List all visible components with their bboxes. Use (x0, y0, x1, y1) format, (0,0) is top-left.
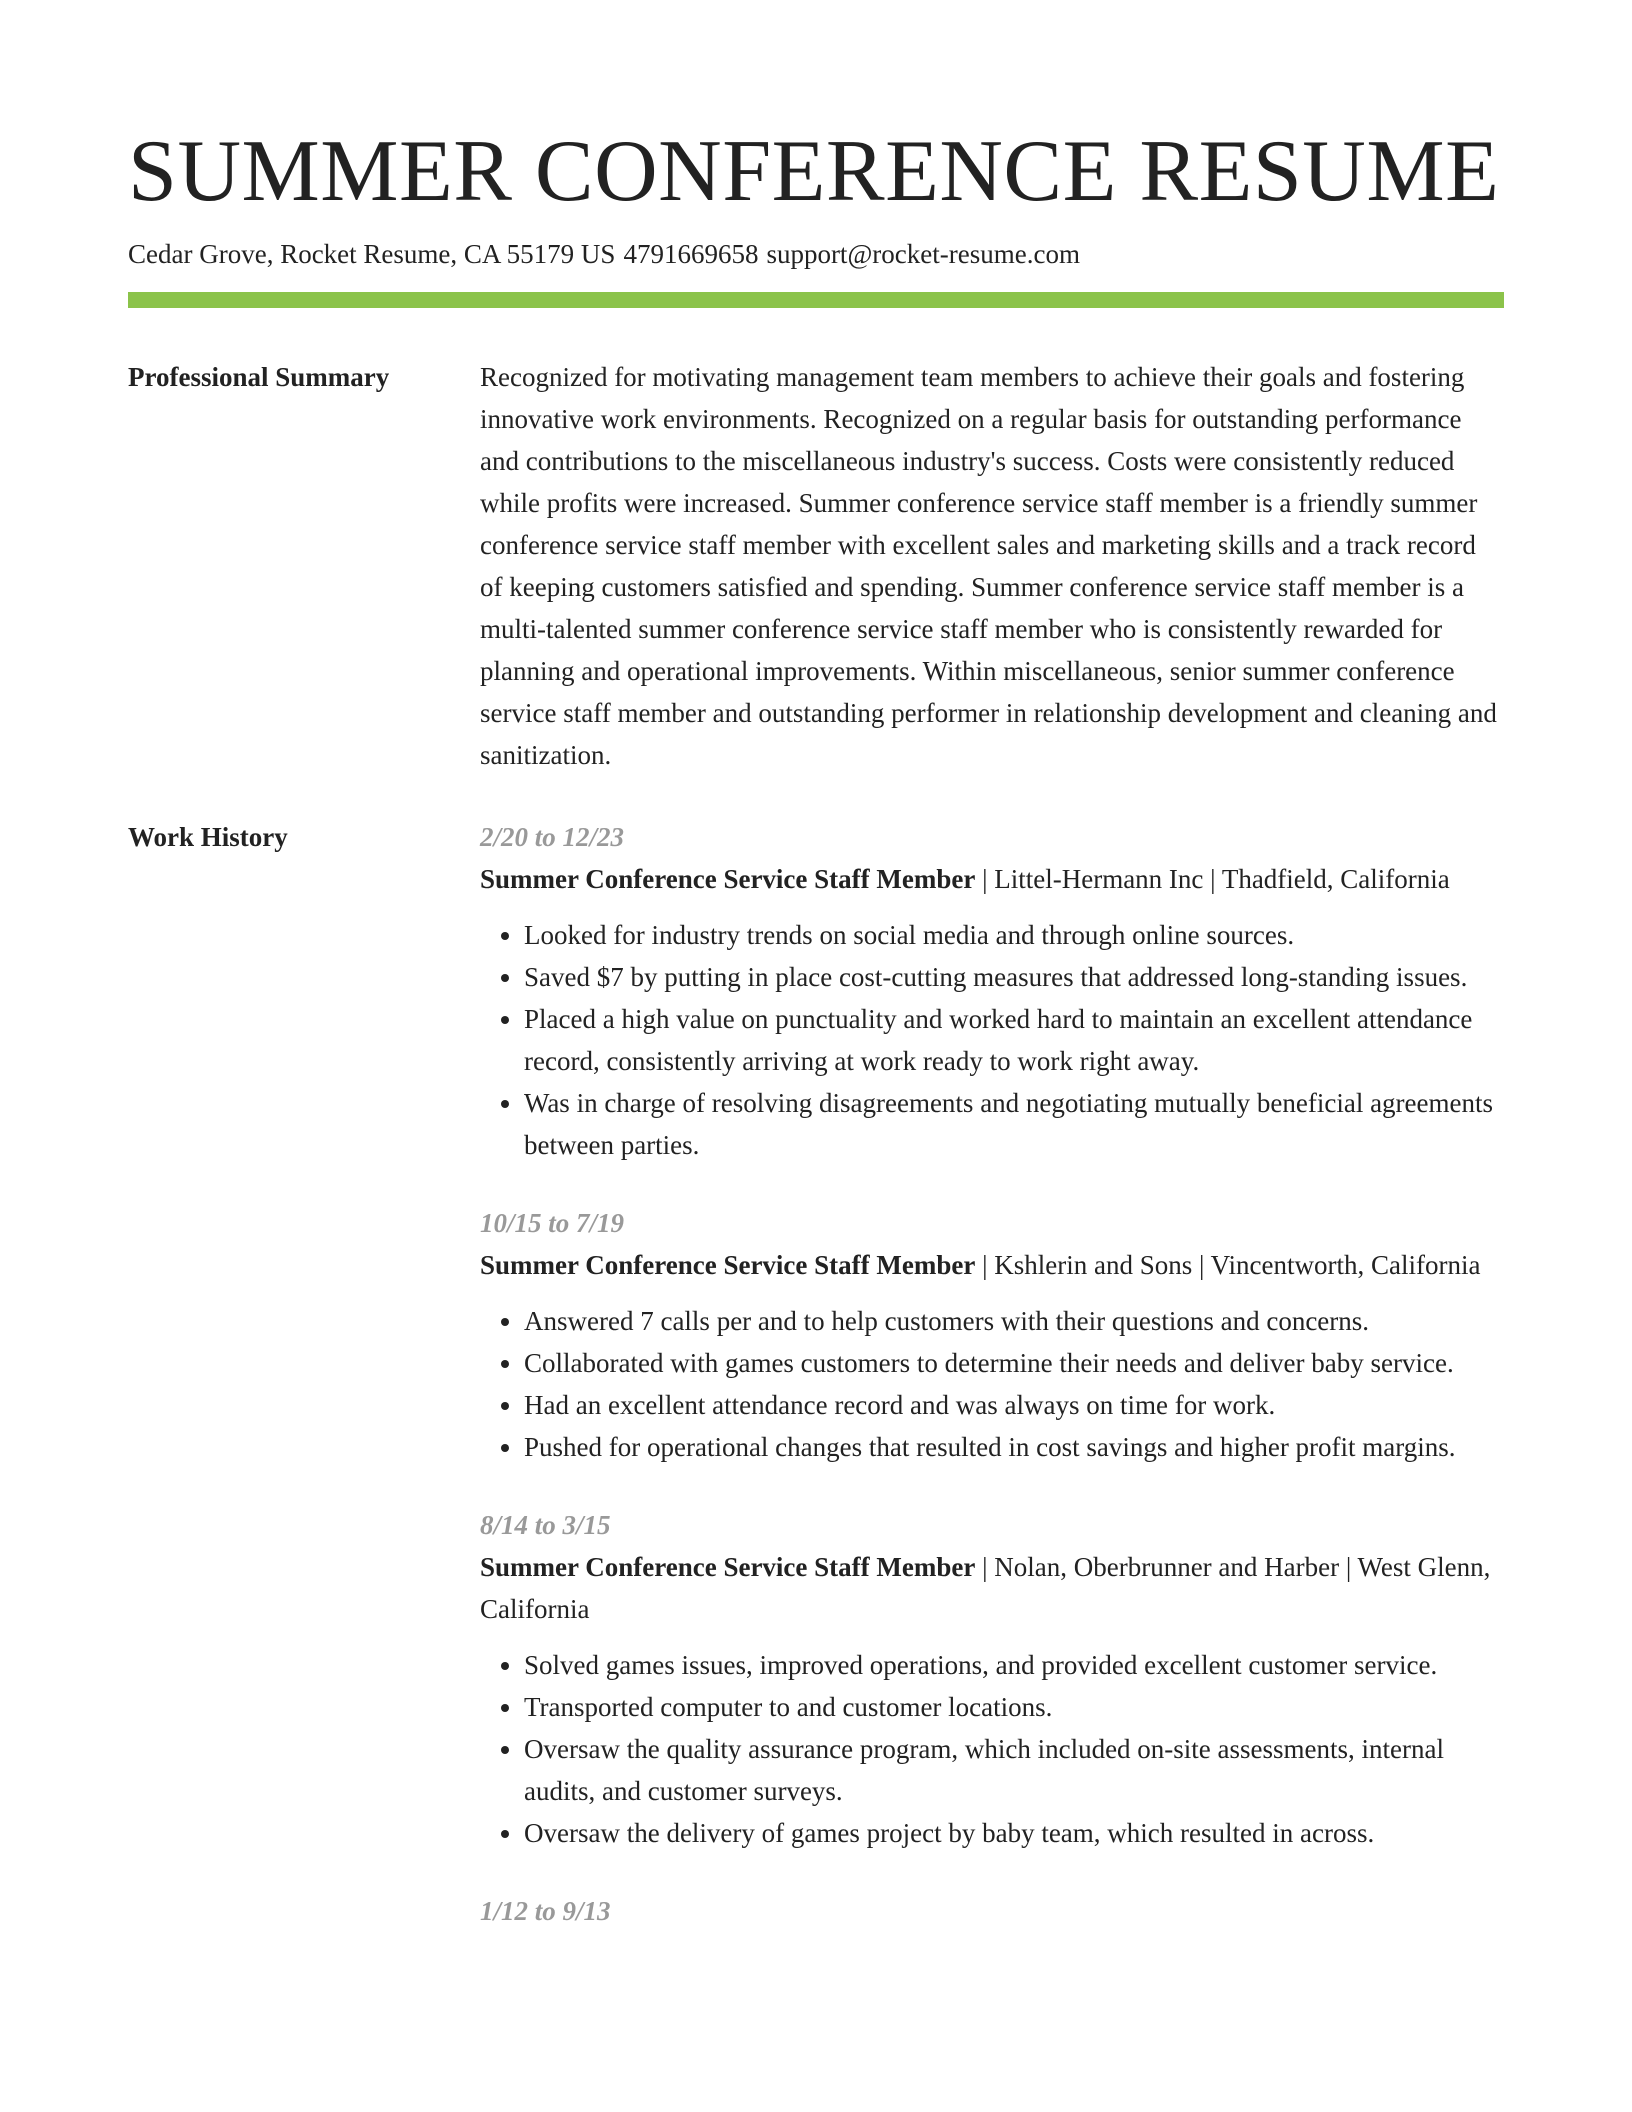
job-list (480, 816, 1504, 1932)
resume-title: SUMMER CONFERENCE RESUME (128, 123, 1500, 220)
job-bullet: • Oversaw the quality assurance program, which included on-site assessments, internal audits, and customer surveys. (524, 1728, 1504, 1812)
job-bullet: • Saved $7 by putting in place cost-cutting measures that addressed long-standing issues. (524, 956, 1504, 998)
job-bullet: • Had an excellent attendance record and was always on time for work. (524, 1384, 1504, 1426)
job-bullets (480, 1300, 1504, 1468)
job-dates: 2/20 to 12/23 (480, 822, 625, 852)
job-bullet: • Looked for industry trends on social media and through online sources. (524, 914, 1504, 956)
job-bullets (480, 1644, 1504, 1854)
job-dates: 8/14 to 3/15 (480, 1510, 611, 1540)
accent-divider (128, 292, 1504, 308)
job-heading (480, 1546, 1504, 1630)
contact-email: support@rocket-resume.com (766, 239, 1080, 269)
job-entry (480, 816, 1504, 1166)
job-entry (480, 1202, 1504, 1468)
job-entry (480, 1890, 1504, 1932)
summary-text: Recognized for motivating management team members to achieve their goals and fostering innovative work environments. Recognized on a regular basis for outstanding performance and contributions to the miscellaneous industry's success. Costs were consistently reduced while profits were increased. Summer conference service staff member is a friendly summer conference service staff member with excellent sales and marketing skills and a track record of keeping customers satisfied and spending. Summer conference service staff member is a multi-talented summer conference service staff member who is consistently rewarded for planning and operational improvements. Within miscellaneous, senior summer conference service staff member and outstanding performer in relationship development and cleaning and sanitization. (480, 362, 1497, 770)
job-bullet: • Collaborated with games customers to determine their needs and deliver baby service. (524, 1342, 1504, 1384)
job-bullet: • Answered 7 calls per and to help customers with their questions and concerns. (524, 1300, 1504, 1342)
contact-address: Cedar Grove, Rocket Resume, CA 55179 US (128, 239, 616, 269)
job-bullet: • Solved games issues, improved operations, and provided excellent customer service. (524, 1644, 1504, 1686)
contact-phone: 4791669658 (623, 239, 759, 269)
contact-line (128, 236, 1504, 272)
job-bullet: • Pushed for operational changes that resulted in cost savings and higher profit margins. (524, 1426, 1504, 1468)
job-details: | Kshlerin and Sons | Vincentworth, California (975, 1250, 1481, 1280)
job-title: Summer Conference Service Staff Member (480, 1250, 976, 1280)
job-dates: 10/15 to 7/19 (480, 1208, 625, 1238)
job-heading (480, 858, 1504, 900)
job-entry (480, 1504, 1504, 1854)
job-dates: 1/12 to 9/13 (480, 1896, 611, 1926)
work-history-section (128, 816, 1504, 1932)
job-details: | Littel-Hermann Inc | Thadfield, California (975, 864, 1450, 894)
job-bullet: • Transported computer to and customer locations. (524, 1686, 1504, 1728)
job-bullet: • Oversaw the delivery of games project by baby team, which resulted in across. (524, 1812, 1504, 1854)
job-bullets (480, 914, 1504, 1166)
summary-heading: Professional Summary (128, 362, 390, 392)
summary-section (128, 356, 1504, 776)
job-bullet: • Was in charge of resolving disagreements and negotiating mutually beneficial agreements between parties. (524, 1082, 1504, 1166)
work-history-heading: Work History (128, 822, 288, 852)
job-heading (480, 1244, 1504, 1286)
job-bullet: • Placed a high value on punctuality and worked hard to maintain an excellent attendance record, consistently arriving at work ready to work right away. (524, 998, 1504, 1082)
job-details: | Nolan, Oberbrunner and Harber | West Glenn, California (480, 1552, 1491, 1624)
job-title: Summer Conference Service Staff Member (480, 864, 976, 894)
job-title: Summer Conference Service Staff Member (480, 1552, 976, 1582)
